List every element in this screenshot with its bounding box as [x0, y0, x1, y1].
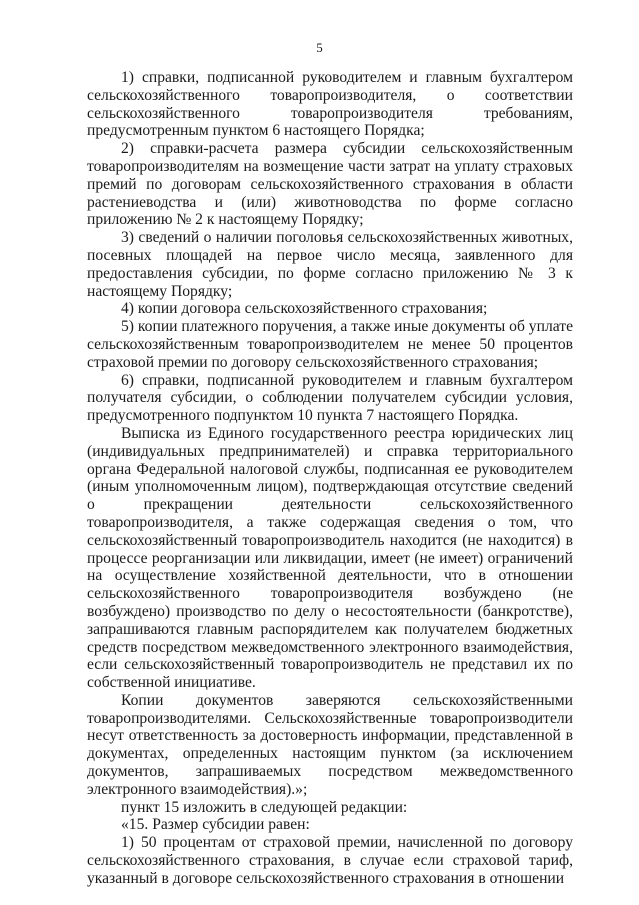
paragraph-item-4: 4) копии договора сельскохозяйственного страхования; — [121, 300, 488, 318]
paragraph-item-2: 2) справки-расчета размера субсидии сельскохозяйственным товаропроизводителям на возмещение части затрат на уплату страховых премий по договорам сельскохозяйственного страхования в области растениеводства и (или) животноводства по форме согласно приложению № 2 к настоящему Порядку; — [87, 140, 573, 229]
paragraph-item-1: 1) справки, подписанной руководителем и главным бухгалтером сельскохозяйственного товаропроизводителя, о соответствии сельскохозяйственного товаропроизводителя требованиям, предусмотренным пунктом 6 настоящего Порядка; — [87, 69, 573, 140]
paragraph-item-5: 5) копии платежного поручения, а также иные документы об уплате сельскохозяйственным товаропроизводителем не менее 50 процентов страховой премии по договору сельскохозяйственного страхования; — [87, 318, 573, 371]
page-number: 5 — [316, 40, 323, 55]
paragraph-amendment-intro: пункт 15 изложить в следующей редакции: — [121, 798, 408, 816]
paragraph-item-6: 6) справки, подписанной руководителем и главным бухгалтером получателя субсидии, о соблюдении получателем субсидии условия, предусмотренного подпунктом 10 пункта 7 настоящего Порядка. — [87, 371, 573, 425]
document-body — [87, 69, 573, 888]
paragraph-clause-15-item-1: 1) 50 процентам от страховой премии, начисленной по договору сельскохозяйственного страхования, в случае если страховой тариф, указанный в договоре сельскохозяйственного страхования в отношении — [87, 834, 573, 887]
paragraph-clause-15: «15. Размер субсидии равен: — [121, 816, 310, 834]
paragraph-copies-certified: Копии документов заверяются сельскохозяйственными товаропроизводителями. Сельскохозяйственные товаропроизводители несут ответственность за достоверность информации, представленной в документах, определенных настоящим пунктом (за исключением документов, запрашиваемых посредством межведомственного электронного взаимодействия).»; — [87, 691, 573, 798]
paragraph-extract-registry: Выписка из Единого государственного реестра юридических лиц (индивидуальных предпринимателей) и справка территориального органа Федеральной налоговой службы, подписанная ее руководителем (иным уполномоченным лицом), подтверждающая отсутствие сведений о прекращении деятельности сельскохозяйственного товаропроизводителя, а также содержащая сведения о том, что сельскохозяйственный товаропроизводитель находится (не находится) в процессе реорганизации или ликвидации, имеет (не имеет) ограничений на осуществление хозяйственной деятельности, что в отношении сельскохозяйственного товаропроизводителя возбуждено (не возбуждено) производство по делу о несостоятельности (банкротстве), запрашиваются главным распорядителем как получателем бюджетных средств посредством межведомственного электронного взаимодействия, если сельскохозяйственный товаропроизводитель не представил их по собственной инициативе. — [87, 424, 573, 692]
paragraph-item-3: 3) сведений о наличии поголовья сельскохозяйственных животных, посевных площадей на первое число месяца, заявленного для предоставления субсидии, по форме согласно приложению № 3 к настоящему Порядку; — [87, 229, 573, 300]
